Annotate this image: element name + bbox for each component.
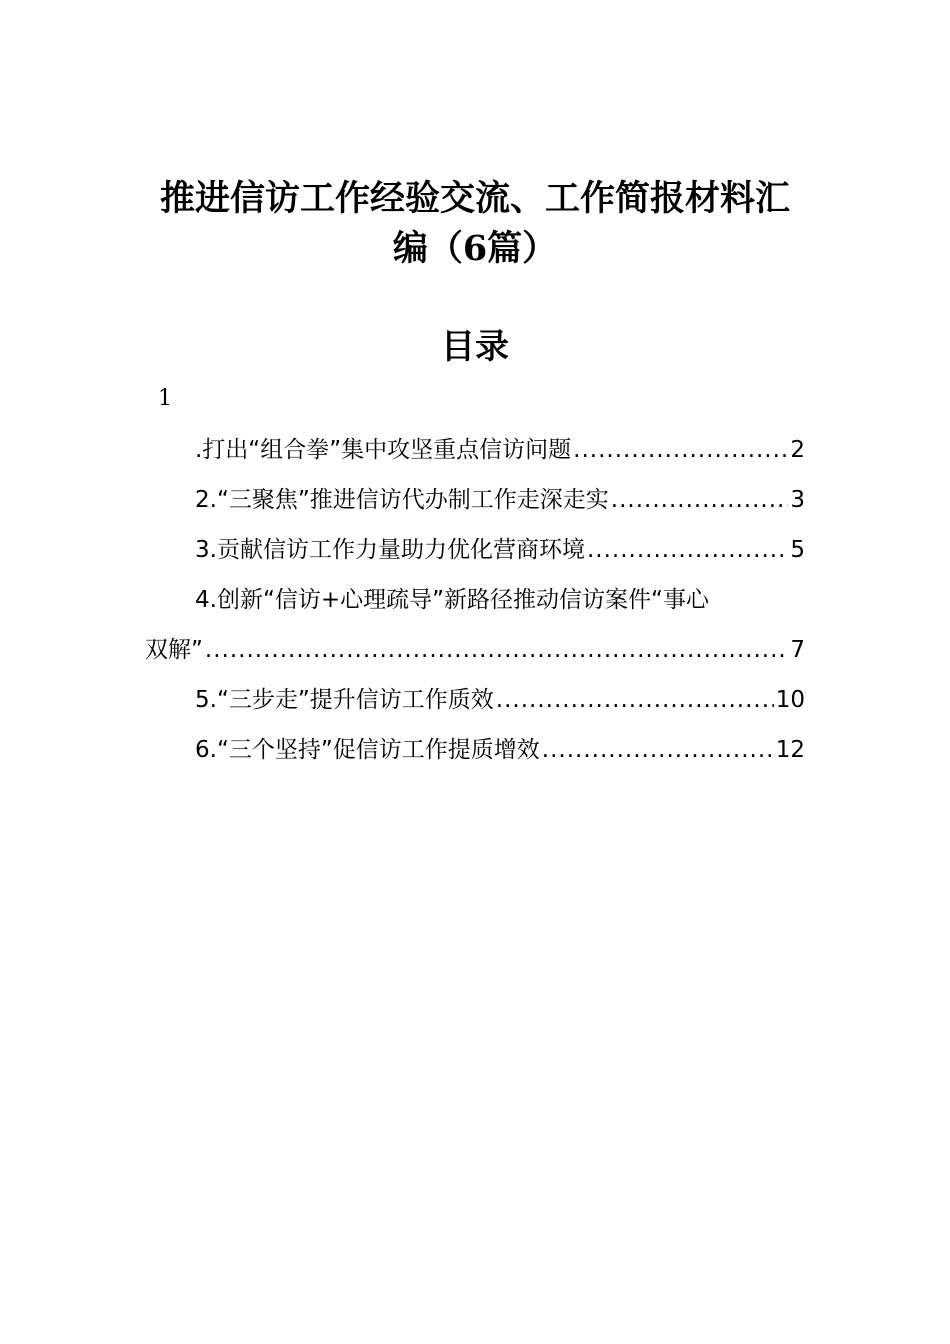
toc-dot-leader — [611, 475, 789, 525]
toc-entry-line-2 — [145, 625, 805, 675]
toc-entry-label: .打出“组合拳”集中攻坚重点信访问题 — [195, 437, 572, 463]
toc-entry-6[interactable] — [145, 725, 805, 775]
toc-entry-page: 10 — [775, 687, 805, 713]
toc-entry-page: 7 — [790, 637, 805, 663]
toc-entry-page: 12 — [775, 737, 805, 763]
toc-entry-1[interactable] — [145, 425, 805, 475]
toc-dot-leader — [573, 425, 788, 475]
toc-heading: 目录 — [441, 327, 509, 367]
toc-entry-label-line-1 — [145, 575, 805, 625]
toc-entry-page: 5 — [790, 537, 805, 563]
toc-entry-3[interactable] — [145, 525, 805, 575]
toc-entry-label: 3.贡献信访工作力量助力优化营商环境 — [195, 537, 585, 563]
document-title-line-1: 推进信访工作经验交流、工作简报材料汇 — [159, 178, 790, 219]
toc-dot-leader — [542, 725, 774, 775]
toc-entry-label: 2.“三聚焦”推进信访代办制工作走深走实 — [195, 487, 609, 513]
table-of-contents — [145, 425, 805, 775]
toc-entry-2[interactable] — [145, 475, 805, 525]
toc-entry-label: 6.“三个坚持”促信访工作提质增效 — [195, 737, 540, 763]
stray-number: 1 — [158, 386, 172, 411]
toc-entry-page: 2 — [790, 437, 805, 463]
toc-dot-leader — [587, 525, 788, 575]
toc-dot-leader — [205, 625, 788, 675]
toc-entry-5[interactable] — [145, 675, 805, 725]
toc-entry-page: 3 — [790, 487, 805, 513]
toc-dot-leader — [496, 675, 774, 725]
toc-entry-4[interactable] — [145, 575, 805, 675]
toc-entry-label: 4.创新“信访+心理疏导”新路径推动信访案件“事心 — [195, 587, 709, 613]
toc-entry-label-continued: 双解” — [145, 637, 203, 663]
document-title-line-2: 编（6篇） — [392, 228, 558, 269]
toc-entry-label: 5.“三步走”提升信访工作质效 — [195, 687, 494, 713]
